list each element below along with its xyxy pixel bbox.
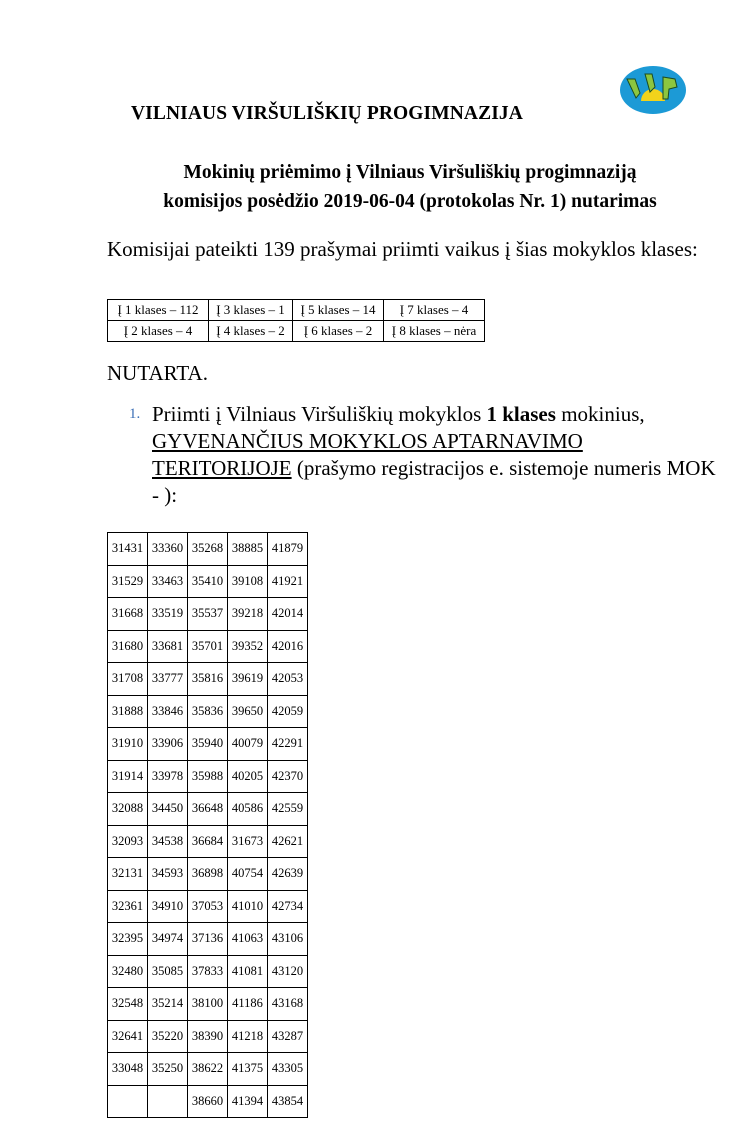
table-cell: 39650 xyxy=(228,695,268,728)
table-cell: 32088 xyxy=(108,793,148,826)
table-cell: 35085 xyxy=(148,955,188,988)
table-row xyxy=(108,300,485,321)
table-cell: 40586 xyxy=(228,793,268,826)
item-text-underlined: GYVENANČIUS MOKYKLOS APTARNAVIMO TERITORIJOJE xyxy=(152,429,583,480)
table-cell: 43305 xyxy=(268,1053,308,1086)
table-cell: 39352 xyxy=(228,630,268,663)
table-cell: 37833 xyxy=(188,955,228,988)
list-number: 1. xyxy=(129,406,141,422)
table-cell: Į 1 klases – 112 xyxy=(108,300,209,321)
item-text-part1: Priimti į Vilniaus Viršuliškių mokyklos xyxy=(152,402,487,426)
table-cell: 41010 xyxy=(228,890,268,923)
table-cell: 42559 xyxy=(268,793,308,826)
school-name: VILNIAUS VIRŠULIŠKIŲ PROGIMNAZIJA xyxy=(131,103,523,124)
table-row xyxy=(108,988,308,1021)
table-cell: 31431 xyxy=(108,533,148,566)
table-cell: 31680 xyxy=(108,630,148,663)
decision-heading: NUTARTA. xyxy=(107,361,208,385)
table-cell: 31708 xyxy=(108,663,148,696)
table-cell: Į 4 klases – 2 xyxy=(209,321,293,342)
table-cell: 39218 xyxy=(228,598,268,631)
table-cell: 38100 xyxy=(188,988,228,1021)
table-cell: 36648 xyxy=(188,793,228,826)
table-cell: 39108 xyxy=(228,565,268,598)
table-cell: 35940 xyxy=(188,728,228,761)
table-cell: 34538 xyxy=(148,825,188,858)
table-row xyxy=(108,1053,308,1086)
table-cell: 34910 xyxy=(148,890,188,923)
table-cell: 40754 xyxy=(228,858,268,891)
table-cell: 32641 xyxy=(108,1020,148,1053)
table-cell: 32395 xyxy=(108,923,148,956)
decision-title xyxy=(100,158,720,216)
intro-paragraph: Komisijai pateikti 139 prašymai priimti vaikus į šias mokyklos klases: xyxy=(107,237,698,261)
table-cell: 35816 xyxy=(188,663,228,696)
table-cell: 36684 xyxy=(188,825,228,858)
table-row xyxy=(108,695,308,728)
table-cell: 43120 xyxy=(268,955,308,988)
table-cell: 35988 xyxy=(188,760,228,793)
table-cell: Į 5 klases – 14 xyxy=(293,300,384,321)
class-requests-table xyxy=(107,299,485,342)
table-cell: 35250 xyxy=(148,1053,188,1086)
table-cell: 40079 xyxy=(228,728,268,761)
table-cell: Į 2 klases – 4 xyxy=(108,321,209,342)
table-cell: 43106 xyxy=(268,923,308,956)
table-cell: 33978 xyxy=(148,760,188,793)
school-logo xyxy=(619,65,687,115)
table-cell: 38660 xyxy=(188,1085,228,1118)
item-text-part2: mokinius, xyxy=(555,402,645,426)
table-cell: 33519 xyxy=(148,598,188,631)
table-cell: 33048 xyxy=(108,1053,148,1086)
table-row xyxy=(108,1085,308,1118)
table-cell: 42016 xyxy=(268,630,308,663)
table-cell: 33777 xyxy=(148,663,188,696)
table-cell: 34974 xyxy=(148,923,188,956)
table-cell: 42059 xyxy=(268,695,308,728)
table-cell: 39619 xyxy=(228,663,268,696)
table-cell: 41063 xyxy=(228,923,268,956)
decision-item-1 xyxy=(129,401,719,509)
table-cell: 33906 xyxy=(148,728,188,761)
table-cell: 35537 xyxy=(188,598,228,631)
table-row xyxy=(108,890,308,923)
table-cell: 36898 xyxy=(188,858,228,891)
table-cell: 35268 xyxy=(188,533,228,566)
table-cell: 38622 xyxy=(188,1053,228,1086)
table-row xyxy=(108,760,308,793)
table-cell: 42734 xyxy=(268,890,308,923)
decision-item-text xyxy=(152,401,719,509)
table-cell: Į 6 klases – 2 xyxy=(293,321,384,342)
table-cell: 41879 xyxy=(268,533,308,566)
table-row xyxy=(108,321,485,342)
registration-numbers-table xyxy=(107,532,308,1118)
table-row xyxy=(108,728,308,761)
table-cell: 42291 xyxy=(268,728,308,761)
table-cell: 41218 xyxy=(228,1020,268,1053)
table-cell: 38390 xyxy=(188,1020,228,1053)
table-cell: 35836 xyxy=(188,695,228,728)
table-cell: 43854 xyxy=(268,1085,308,1118)
table-row xyxy=(108,630,308,663)
table-cell: 31668 xyxy=(108,598,148,631)
table-cell: 32093 xyxy=(108,825,148,858)
table-cell: 33360 xyxy=(148,533,188,566)
table-cell: 35410 xyxy=(188,565,228,598)
table-row xyxy=(108,533,308,566)
table-cell: 41394 xyxy=(228,1085,268,1118)
item-text-bold: 1 klases xyxy=(486,402,556,426)
table-cell: 32131 xyxy=(108,858,148,891)
table-cell: 41186 xyxy=(228,988,268,1021)
table-cell: 31529 xyxy=(108,565,148,598)
table-cell: Į 3 klases – 1 xyxy=(209,300,293,321)
table-cell: 32480 xyxy=(108,955,148,988)
table-cell: 41375 xyxy=(228,1053,268,1086)
table-row xyxy=(108,793,308,826)
table-row xyxy=(108,598,308,631)
table-cell xyxy=(108,1085,148,1118)
table-cell: 43287 xyxy=(268,1020,308,1053)
table-row xyxy=(108,825,308,858)
table-cell: 40205 xyxy=(228,760,268,793)
title-line-1: Mokinių priėmimo į Vilniaus Viršuliškių progimnaziją xyxy=(183,162,637,183)
table-cell: 32361 xyxy=(108,890,148,923)
table-row xyxy=(108,565,308,598)
table-cell: 33846 xyxy=(148,695,188,728)
title-line-2: komisijos posėdžio 2019-06-04 (protokolas Nr. 1) nutarimas xyxy=(163,191,657,212)
table-cell: 35701 xyxy=(188,630,228,663)
table-cell: 42014 xyxy=(268,598,308,631)
table-cell: Į 8 klases – nėra xyxy=(384,321,485,342)
table-row xyxy=(108,663,308,696)
table-cell: 32548 xyxy=(108,988,148,1021)
table-cell: 41081 xyxy=(228,955,268,988)
table-cell: 31888 xyxy=(108,695,148,728)
table-cell: 42370 xyxy=(268,760,308,793)
table-cell: 35220 xyxy=(148,1020,188,1053)
table-cell: 42053 xyxy=(268,663,308,696)
table-cell: 38885 xyxy=(228,533,268,566)
table-cell: 37136 xyxy=(188,923,228,956)
table-cell: 33463 xyxy=(148,565,188,598)
table-row xyxy=(108,955,308,988)
table-cell: 33681 xyxy=(148,630,188,663)
table-cell: 43168 xyxy=(268,988,308,1021)
table-cell: 31910 xyxy=(108,728,148,761)
table-cell: 35214 xyxy=(148,988,188,1021)
table-row xyxy=(108,858,308,891)
table-cell: 42639 xyxy=(268,858,308,891)
table-cell: 31673 xyxy=(228,825,268,858)
table-cell: 41921 xyxy=(268,565,308,598)
table-cell: 31914 xyxy=(108,760,148,793)
table-row xyxy=(108,1020,308,1053)
table-cell: 37053 xyxy=(188,890,228,923)
table-row xyxy=(108,923,308,956)
table-cell: Į 7 klases – 4 xyxy=(384,300,485,321)
table-cell: 42621 xyxy=(268,825,308,858)
table-cell: 34450 xyxy=(148,793,188,826)
table-cell xyxy=(148,1085,188,1118)
table-cell: 34593 xyxy=(148,858,188,891)
item-text-part3: (prašymo registracijos e. sistemoje numeris MOK - ): xyxy=(152,456,716,507)
